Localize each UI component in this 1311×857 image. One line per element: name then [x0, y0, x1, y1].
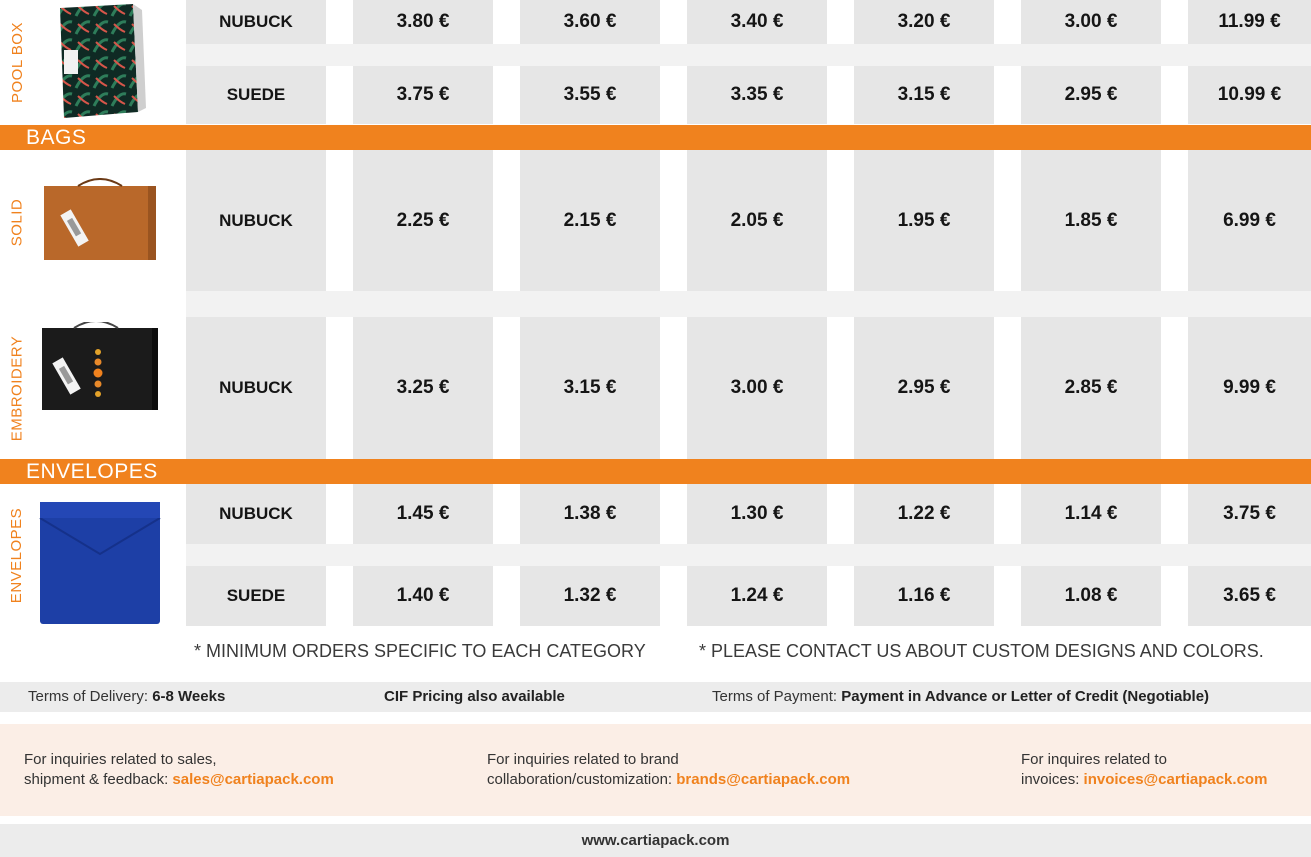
price-cell: 3.15 € [854, 66, 994, 124]
price-cell: 1.30 € [687, 484, 827, 544]
pool-box-image [38, 0, 163, 124]
section-bar-envelopes [0, 459, 1311, 484]
terms-delivery: Terms of Delivery: 6-8 Weeks [28, 688, 226, 705]
price-cell: 3.40 € [687, 0, 827, 44]
material-cell: SUEDE [186, 566, 326, 626]
terms-cif: CIF Pricing also available [384, 688, 565, 705]
price-cell: 1.95 € [854, 150, 994, 291]
price-cell: 3.55 € [520, 66, 660, 124]
envelope-image [38, 498, 163, 626]
section-title: BAGS [12, 125, 100, 150]
section-title: ENVELOPES [12, 459, 172, 484]
price-cell: 1.85 € [1021, 150, 1161, 291]
invoices-email-link[interactable]: invoices@cartiapack.com [1083, 771, 1268, 788]
retail-price-cell: 3.65 € [1188, 566, 1311, 626]
price-cell: 2.95 € [854, 317, 994, 459]
terms-bar [0, 682, 1311, 712]
price-cell: 1.16 € [854, 566, 994, 626]
table-row [186, 66, 1311, 124]
note-minimum-orders: * MINIMUM ORDERS SPECIFIC TO EACH CATEGORY [194, 641, 646, 661]
price-cell: 3.25 € [353, 317, 493, 459]
table-row [186, 566, 1311, 626]
row-gap [186, 44, 1311, 66]
retail-price-cell: 6.99 € [1188, 150, 1311, 291]
price-cell: 3.60 € [520, 0, 660, 44]
table-row [186, 150, 1311, 291]
price-cell: 3.00 € [1021, 0, 1161, 44]
price-cell: 1.22 € [854, 484, 994, 544]
price-cell: 1.14 € [1021, 484, 1161, 544]
side-label-pool-box: POOL BOX [8, 21, 26, 103]
sales-email-link[interactable]: sales@cartiapack.com [172, 771, 334, 788]
price-cell: 3.20 € [854, 0, 994, 44]
embroidery-bag-image [38, 322, 163, 414]
website-link[interactable]: www.cartiapack.com [581, 832, 730, 849]
contact-section [0, 724, 1311, 816]
price-cell: 3.80 € [353, 0, 493, 44]
price-cell: 2.05 € [687, 150, 827, 291]
price-cell: 1.45 € [353, 484, 493, 544]
price-cell: 3.35 € [687, 66, 827, 124]
contact-brands: For inquiries related to brand collaboration/customization: brands@cartiapack.com [487, 751, 851, 788]
brands-email-link[interactable]: brands@cartiapack.com [676, 771, 851, 788]
price-cell: 3.00 € [687, 317, 827, 459]
price-cell: 3.15 € [520, 317, 660, 459]
row-gap [186, 291, 1311, 317]
table-row [186, 0, 1311, 44]
retail-price-cell: 3.75 € [1188, 484, 1311, 544]
section-bar-bags [0, 125, 1311, 150]
price-cell: 2.25 € [353, 150, 493, 291]
side-label-solid: SOLID [8, 198, 26, 247]
material-cell: SUEDE [186, 66, 326, 124]
price-cell: 1.32 € [520, 566, 660, 626]
price-cell: 1.24 € [687, 566, 827, 626]
side-label-envelopes: ENVELOPES [8, 507, 26, 603]
retail-price-cell: 11.99 € [1188, 0, 1311, 44]
material-cell: NUBUCK [186, 150, 326, 291]
contact-sales: For inquiries related to sales, shipment & feedback: sales@cartiapack.com [24, 751, 334, 788]
table-row [186, 317, 1311, 459]
table-row [186, 484, 1311, 544]
price-cell: 2.95 € [1021, 66, 1161, 124]
price-cell: 1.08 € [1021, 566, 1161, 626]
material-cell: NUBUCK [186, 484, 326, 544]
footer [0, 824, 1311, 857]
solid-bag-image [38, 178, 163, 268]
price-cell: 3.75 € [353, 66, 493, 124]
material-cell: NUBUCK [186, 0, 326, 44]
contact-invoices: For inquires related to invoices: invoices@cartiapack.com [1021, 751, 1268, 788]
material-cell: NUBUCK [186, 317, 326, 459]
price-cell: 1.38 € [520, 484, 660, 544]
retail-price-cell: 9.99 € [1188, 317, 1311, 459]
note-custom-designs: * PLEASE CONTACT US ABOUT CUSTOM DESIGNS AND COLORS. [699, 641, 1264, 661]
side-label-embroidery: EMBROIDERY [8, 335, 26, 441]
price-cell: 2.15 € [520, 150, 660, 291]
retail-price-cell: 10.99 € [1188, 66, 1311, 124]
notes [0, 638, 1311, 666]
row-gap [186, 544, 1311, 566]
price-cell: 2.85 € [1021, 317, 1161, 459]
terms-payment: Terms of Payment: Payment in Advance or Letter of Credit (Negotiable) [712, 688, 1210, 705]
price-cell: 1.40 € [353, 566, 493, 626]
